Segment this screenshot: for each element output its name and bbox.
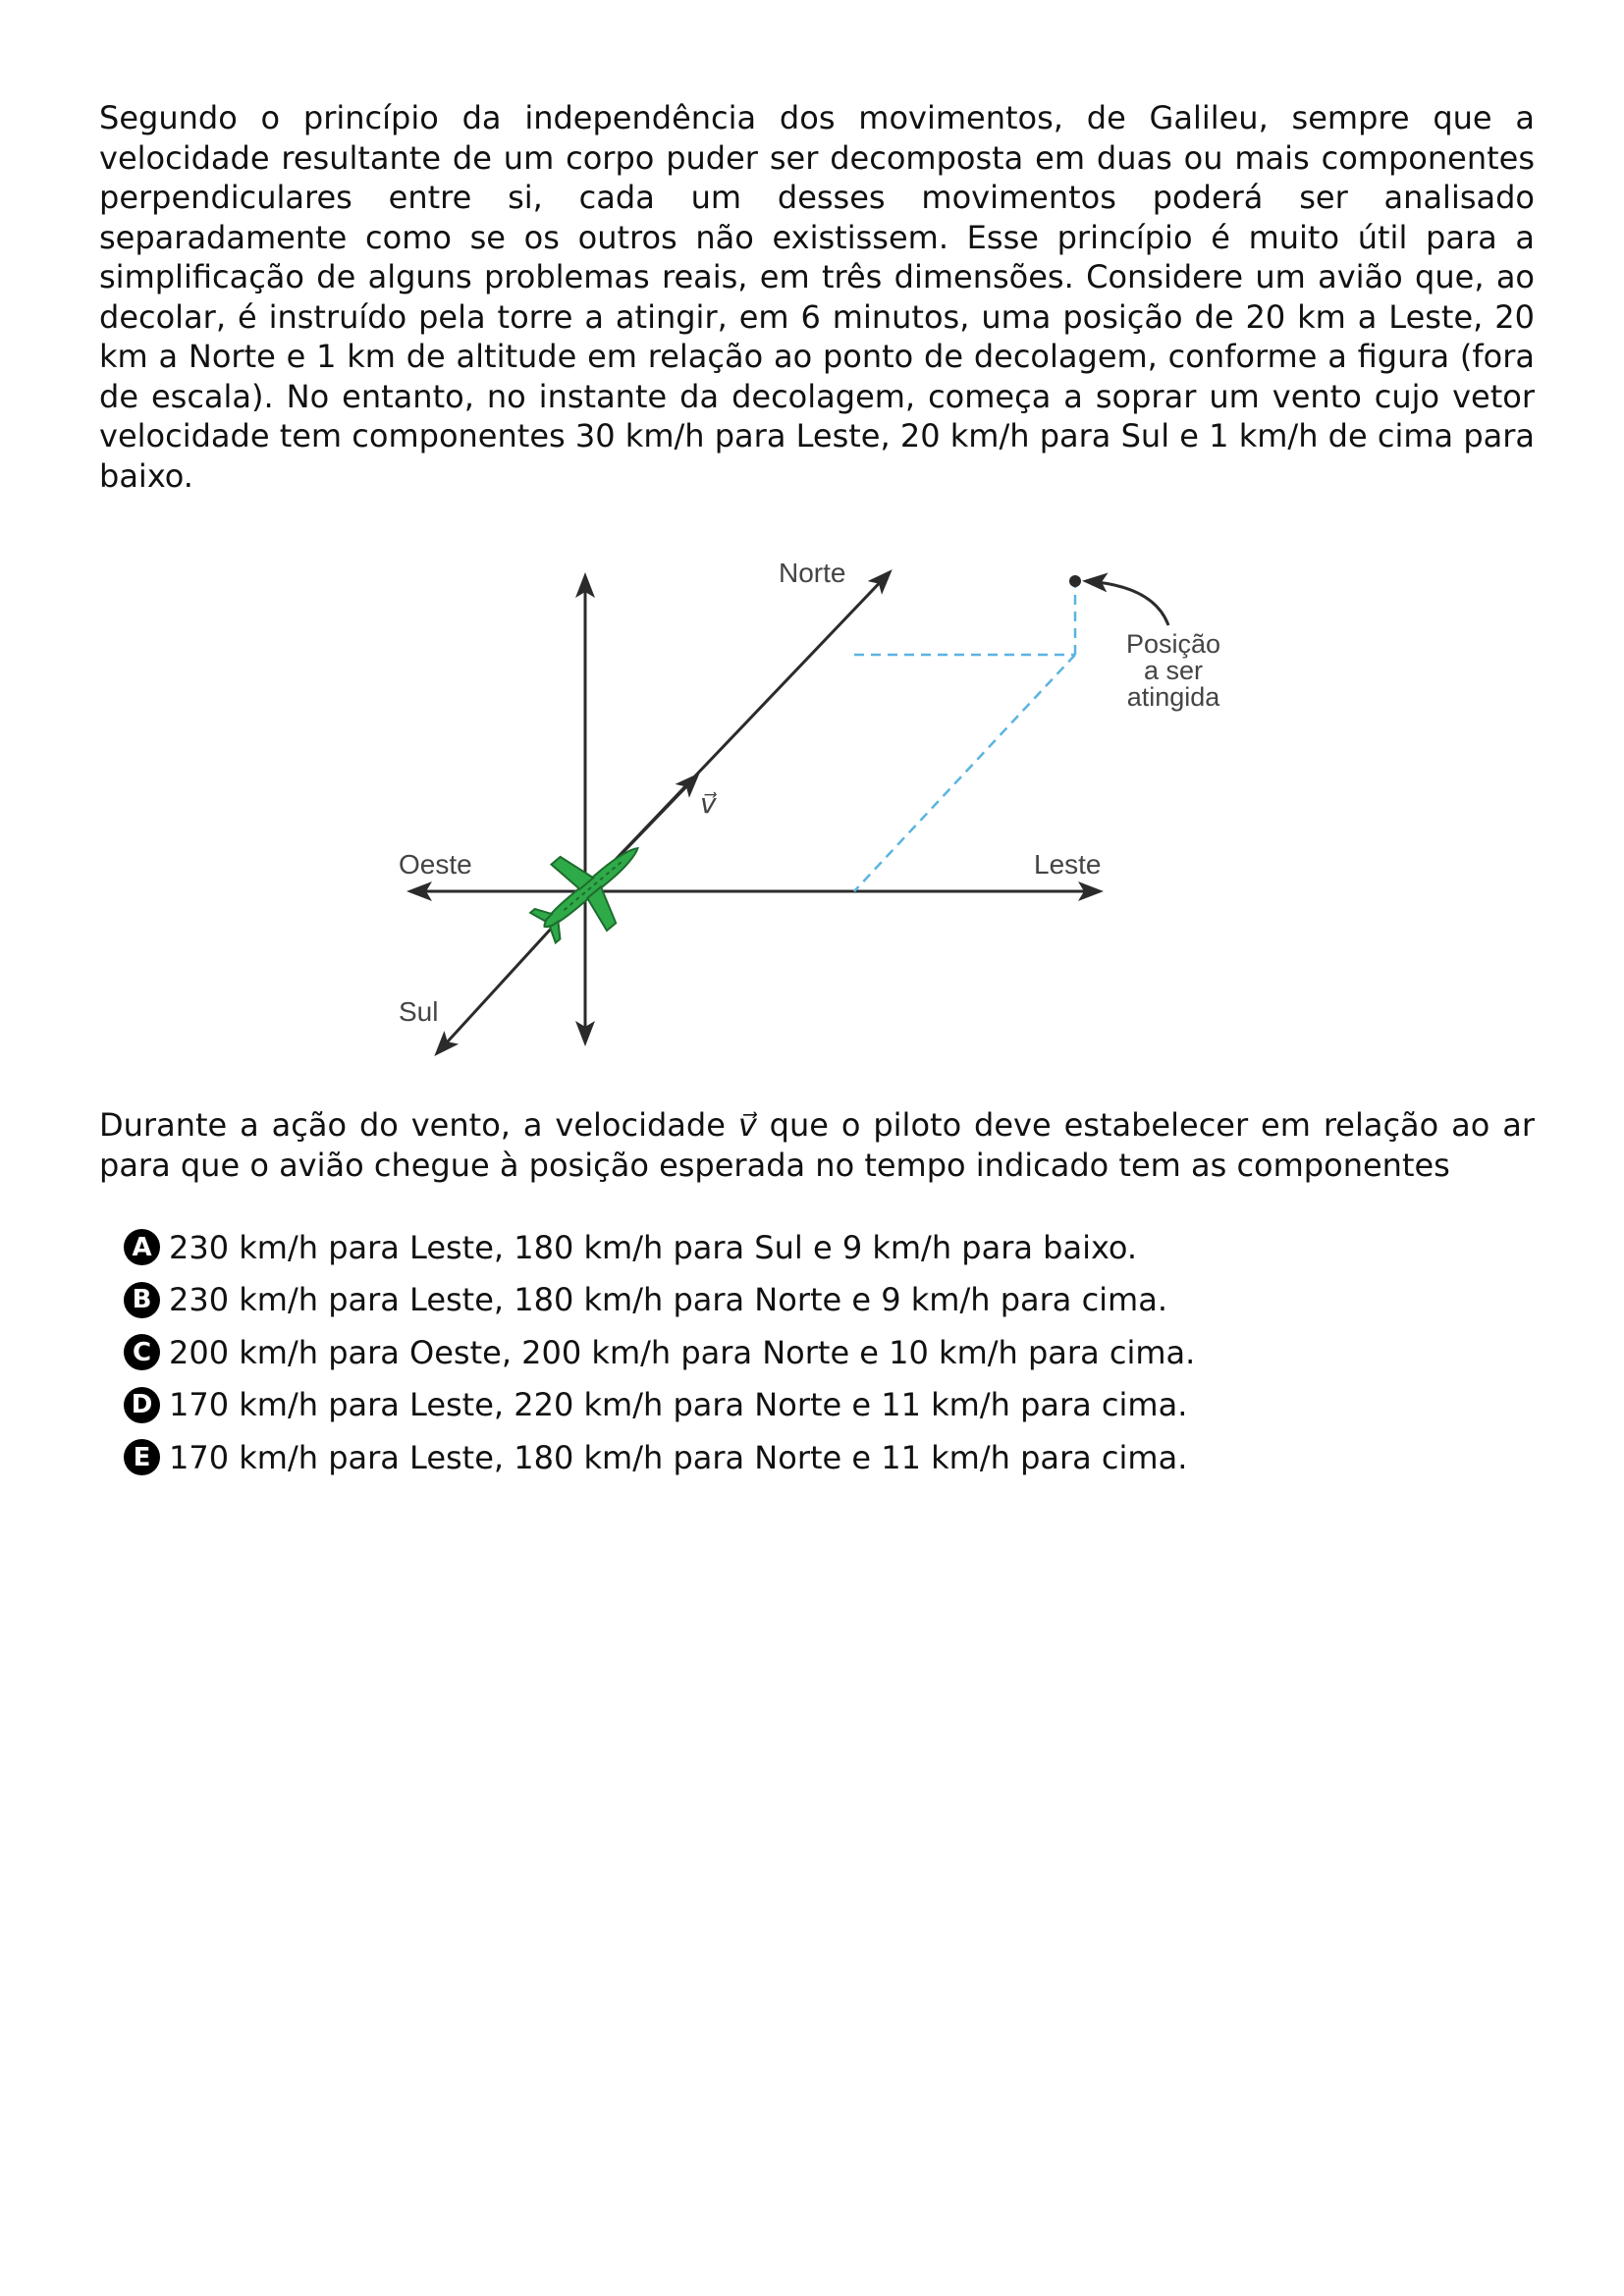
option-a[interactable] — [124, 1221, 1518, 1274]
option-letter-badge: A — [124, 1229, 160, 1265]
question-text-after: que o piloto deve estabelecer em relação ao ar para que o avião chegue à posição esperada no tempo indicado tem as componentes — [99, 1106, 1536, 1184]
question-prompt — [99, 1105, 1535, 1185]
label-vector: v⃗ — [700, 788, 717, 819]
option-text: 170 km/h para Leste, 180 km/h para Norte e 11 km/h para cima. — [169, 1438, 1188, 1476]
target-label-line3: atingida — [1126, 682, 1220, 712]
option-letter-badge: E — [124, 1439, 160, 1475]
airplane-icon — [515, 815, 666, 960]
option-text: 200 km/h para Oeste, 200 km/h para Norte e 10 km/h para cima. — [169, 1333, 1196, 1371]
option-b[interactable] — [124, 1274, 1518, 1327]
target-point — [1069, 575, 1081, 587]
option-text: 170 km/h para Leste, 220 km/h para Norte e 11 km/h para cima. — [169, 1386, 1188, 1424]
velocity-vector — [619, 775, 697, 857]
option-letter-badge: D — [124, 1387, 160, 1423]
target-label-line2: a ser — [1143, 656, 1204, 685]
answer-options — [124, 1221, 1518, 1484]
option-letter-badge: B — [124, 1282, 160, 1318]
label-north: Norte — [779, 558, 846, 588]
label-south: Sul — [399, 996, 439, 1027]
target-label-line1: Posição — [1125, 629, 1221, 659]
option-letter-badge: C — [124, 1334, 160, 1370]
option-d[interactable] — [124, 1379, 1518, 1432]
option-text: 230 km/h para Leste, 180 km/h para Sul e 9 km/h para baixo. — [169, 1228, 1138, 1266]
question-stem: Segundo o princípio da independência dos movimentos, de Galileu, sempre que a velocidade resultante de um corpo puder ser decomposta em duas ou mais componentes perpendiculares entre si, cada um desses movimentos poderá ser analisado separadamente como se os outros não existissem. Esse princípio é muito útil para a simplificação de alguns problemas reais, em três dimensões. Considere um avião que, ao decolar, é instruído pela torre a atingir, em 6 minutos, uma posição de 20 km a Leste, 20 km a Norte e 1 km de altitude em relação ao ponto de decolagem, conforme a figura (fora de escala). No entanto, no instante da decolagem, começa a soprar um vento cujo vetor velocidade tem componentes 30 km/h para Leste, 20 km/h para Sul e 1 km/h de cima para baixo. — [99, 99, 1535, 495]
axes-diagram — [383, 540, 1247, 1070]
option-c[interactable] — [124, 1326, 1518, 1379]
option-text: 230 km/h para Leste, 180 km/h para Norte e 9 km/h para cima. — [169, 1281, 1167, 1319]
label-east: Leste — [1034, 849, 1102, 880]
velocity-symbol: v⃗ — [737, 1106, 757, 1144]
target-pointer-arrow — [1086, 581, 1168, 625]
coordinate-figure — [383, 540, 1247, 1070]
question-text-before: Durante a ação do vento, a velocidade — [99, 1106, 738, 1144]
label-west: Oeste — [399, 849, 472, 880]
dashed-projection — [854, 581, 1075, 891]
option-e[interactable] — [124, 1431, 1518, 1484]
